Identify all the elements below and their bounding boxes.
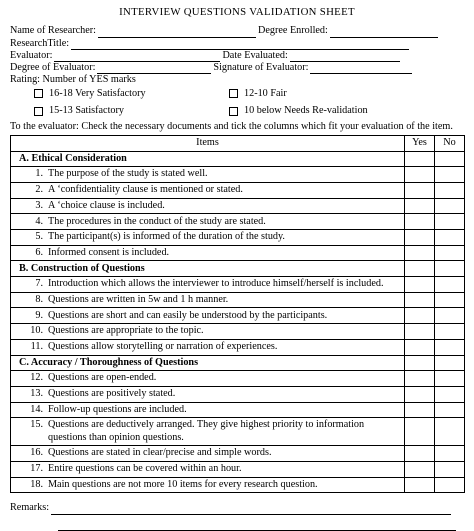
no-checkbox-cell[interactable]	[435, 324, 465, 340]
section-label: C. Accuracy / Thoroughness of Questions	[11, 355, 405, 371]
checkbox-icon[interactable]	[229, 89, 238, 98]
yes-checkbox-cell[interactable]	[405, 324, 435, 340]
yes-checkbox-cell[interactable]	[405, 167, 435, 183]
table-row	[11, 182, 465, 198]
rating-option[interactable]	[229, 88, 409, 100]
section-yes-cell	[405, 151, 435, 167]
item-number: 8.	[35, 293, 43, 305]
evaluation-table	[10, 135, 465, 493]
no-checkbox-cell[interactable]	[435, 245, 465, 261]
researcher-label: Name of Researcher:	[10, 25, 96, 37]
item-text: The participant(s) is informed of the duration of the study.	[48, 231, 285, 243]
item-cell	[11, 461, 405, 477]
table-row	[11, 418, 465, 446]
section-yes-cell	[405, 261, 435, 277]
no-checkbox-cell[interactable]	[435, 292, 465, 308]
item-number: 10.	[30, 325, 43, 337]
no-checkbox-cell[interactable]	[435, 461, 465, 477]
table-row	[11, 477, 465, 493]
item-text: Questions are appropriate to the topic.	[48, 325, 204, 337]
item-number: 16.	[30, 447, 43, 459]
degree-evaluator-field[interactable]	[97, 64, 211, 74]
section-row	[11, 355, 465, 371]
no-checkbox-cell[interactable]	[435, 418, 465, 446]
table-row	[11, 277, 465, 293]
item-number: 17.	[30, 463, 43, 475]
page-title: INTERVIEW QUESTIONS VALIDATION SHEET	[119, 6, 355, 18]
yes-checkbox-cell[interactable]	[405, 402, 435, 418]
degree-enrolled-field[interactable]	[330, 28, 438, 38]
item-text: Questions are stated in clear/precise and simple words.	[48, 447, 272, 459]
item-number: 12.	[30, 372, 43, 384]
evaluator-label: Evaluator:	[10, 49, 53, 61]
item-number: 2.	[35, 184, 43, 196]
item-text: Main questions are not more 10 items for every research question.	[48, 478, 318, 490]
remarks-label: Remarks:	[10, 502, 50, 514]
table-row	[11, 167, 465, 183]
item-text: Informed consent is included.	[48, 246, 170, 258]
item-cell	[11, 402, 405, 418]
table-row	[11, 386, 465, 402]
item-text: A ‘confidentiality clause is mentioned or stated.	[48, 184, 243, 196]
signature-field[interactable]	[310, 64, 412, 74]
item-number: 11.	[30, 341, 43, 352]
rating-option-label: 15-13 Satisfactory	[49, 105, 124, 117]
section-label: B. Construction of Questions	[11, 261, 405, 277]
table-row	[11, 402, 465, 418]
yes-checkbox-cell[interactable]	[405, 477, 435, 493]
item-text: Questions are short and can easily be understood by the participants.	[48, 309, 328, 321]
no-checkbox-cell[interactable]	[435, 167, 465, 183]
yes-checkbox-cell[interactable]	[405, 214, 435, 230]
table-row	[11, 292, 465, 308]
item-text: Questions allow storytelling or narration of experiences.	[48, 341, 278, 352]
rating-option[interactable]	[34, 105, 229, 117]
section-no-cell	[435, 355, 465, 371]
yes-checkbox-cell[interactable]	[405, 446, 435, 462]
yes-checkbox-cell[interactable]	[405, 230, 435, 246]
table-row	[11, 308, 465, 324]
evaluator-field[interactable]	[54, 52, 220, 62]
research-title-row	[10, 38, 464, 50]
rating-option[interactable]	[34, 88, 229, 100]
table-row	[11, 245, 465, 261]
rating-label: Rating: Number of YES marks	[10, 74, 136, 86]
research-title-field[interactable]	[71, 40, 409, 50]
item-text: Introduction which allows the interviewer to introduce himself/herself is included.	[48, 278, 384, 290]
item-number: 5.	[35, 231, 43, 243]
item-cell	[11, 418, 405, 446]
yes-checkbox-cell[interactable]	[405, 277, 435, 293]
item-number: 18.	[30, 478, 43, 490]
no-header: No	[435, 135, 465, 151]
no-checkbox-cell[interactable]	[435, 386, 465, 402]
degree-evaluator-label: Degree of Evaluator:	[10, 62, 96, 74]
section-label: A. Ethical Consideration	[11, 151, 405, 167]
item-cell	[11, 245, 405, 261]
item-number: 3.	[35, 199, 43, 211]
rating-option[interactable]	[229, 105, 409, 117]
yes-checkbox-cell[interactable]	[405, 182, 435, 198]
item-number: 7.	[35, 278, 43, 290]
table-row	[11, 230, 465, 246]
table-row	[11, 371, 465, 387]
yes-checkbox-cell[interactable]	[405, 418, 435, 446]
item-cell	[11, 386, 405, 402]
remarks-field-line-2[interactable]	[58, 521, 456, 531]
table-body	[11, 151, 465, 493]
item-cell	[11, 182, 405, 198]
section-no-cell	[435, 261, 465, 277]
degree-enrolled-label: Degree Enrolled:	[257, 25, 328, 37]
yes-checkbox-cell[interactable]	[405, 198, 435, 214]
no-checkbox-cell[interactable]	[435, 277, 465, 293]
item-cell	[11, 230, 405, 246]
yes-checkbox-cell[interactable]	[405, 461, 435, 477]
item-cell	[11, 277, 405, 293]
no-checkbox-cell[interactable]	[435, 308, 465, 324]
item-text: Questions are positively stated.	[48, 388, 176, 400]
table-row	[11, 324, 465, 340]
item-cell	[11, 477, 405, 493]
item-number: 6.	[35, 246, 43, 258]
item-cell	[11, 446, 405, 462]
item-cell	[11, 292, 405, 308]
item-cell	[11, 167, 405, 183]
rating-option-label: 16-18 Very Satisfactory	[49, 87, 146, 99]
item-number: 13.	[30, 388, 43, 400]
table-row	[11, 198, 465, 214]
rating-option-label: 12-10 Fair	[244, 87, 287, 99]
item-number: 9.	[35, 309, 43, 321]
signature-label: Signature of Evaluator:	[213, 62, 309, 74]
no-checkbox-cell[interactable]	[435, 371, 465, 387]
degree-evaluator-row	[10, 62, 464, 74]
item-number: 15.	[30, 419, 43, 431]
yes-checkbox-cell[interactable]	[405, 371, 435, 387]
table-row	[11, 339, 465, 355]
item-number: 14.	[30, 403, 43, 415]
researcher-row	[10, 25, 464, 37]
yes-checkbox-cell[interactable]	[405, 308, 435, 324]
item-text: Questions are deductively arranged. They give highest priority to information questions than opinion questions.	[48, 419, 365, 443]
remarks-row	[10, 502, 464, 530]
item-text: The procedures in the conduct of the study are stated.	[48, 215, 266, 227]
no-checkbox-cell[interactable]	[435, 446, 465, 462]
section-yes-cell	[405, 355, 435, 371]
checkbox-icon[interactable]	[34, 89, 43, 98]
table-header-row	[11, 135, 465, 151]
no-checkbox-cell[interactable]	[435, 230, 465, 246]
researcher-field[interactable]	[98, 28, 256, 38]
item-cell	[11, 339, 405, 355]
item-text: A ‘choice clause is included.	[48, 199, 165, 211]
section-row	[11, 151, 465, 167]
evaluator-row	[10, 50, 464, 62]
yes-checkbox-cell[interactable]	[405, 292, 435, 308]
table-row	[11, 446, 465, 462]
item-text: Questions are open-ended.	[48, 372, 157, 384]
no-checkbox-cell[interactable]	[435, 477, 465, 493]
item-text: Follow-up questions are included.	[48, 403, 187, 415]
item-number: 4.	[35, 215, 43, 227]
item-cell	[11, 324, 405, 340]
yes-header: Yes	[405, 135, 435, 151]
evaluator-instruction: To the evaluator: Check the necessary documents and tick the columns which fit your evaluation of the item.	[10, 121, 453, 133]
checkbox-icon[interactable]	[229, 107, 238, 116]
checkbox-icon[interactable]	[34, 107, 43, 116]
items-header: Items	[11, 135, 405, 151]
item-text: Questions are written in 5w and 1 h manner.	[48, 293, 229, 305]
item-number: 1.	[35, 168, 43, 180]
date-evaluated-field[interactable]	[290, 52, 400, 62]
item-cell	[11, 308, 405, 324]
date-evaluated-label: Date Evaluated:	[222, 49, 288, 61]
item-cell	[11, 214, 405, 230]
yes-checkbox-cell[interactable]	[405, 245, 435, 261]
yes-checkbox-cell[interactable]	[405, 386, 435, 402]
yes-checkbox-cell[interactable]	[405, 339, 435, 355]
rating-options	[34, 88, 464, 118]
rating-option-label: 10 below Needs Re-validation	[244, 105, 368, 117]
section-no-cell	[435, 151, 465, 167]
section-row	[11, 261, 465, 277]
no-checkbox-cell[interactable]	[435, 214, 465, 230]
no-checkbox-cell[interactable]	[435, 339, 465, 355]
table-row	[11, 214, 465, 230]
item-text: Entire questions can be covered within an hour.	[48, 463, 242, 475]
research-title-label: ResearchTitle:	[10, 37, 70, 49]
table-row	[11, 461, 465, 477]
no-checkbox-cell[interactable]	[435, 198, 465, 214]
no-checkbox-cell[interactable]	[435, 402, 465, 418]
item-cell	[11, 371, 405, 387]
remarks-field[interactable]	[51, 505, 451, 515]
item-text: The purpose of the study is stated well.	[48, 168, 208, 180]
item-cell	[11, 198, 405, 214]
no-checkbox-cell[interactable]	[435, 182, 465, 198]
